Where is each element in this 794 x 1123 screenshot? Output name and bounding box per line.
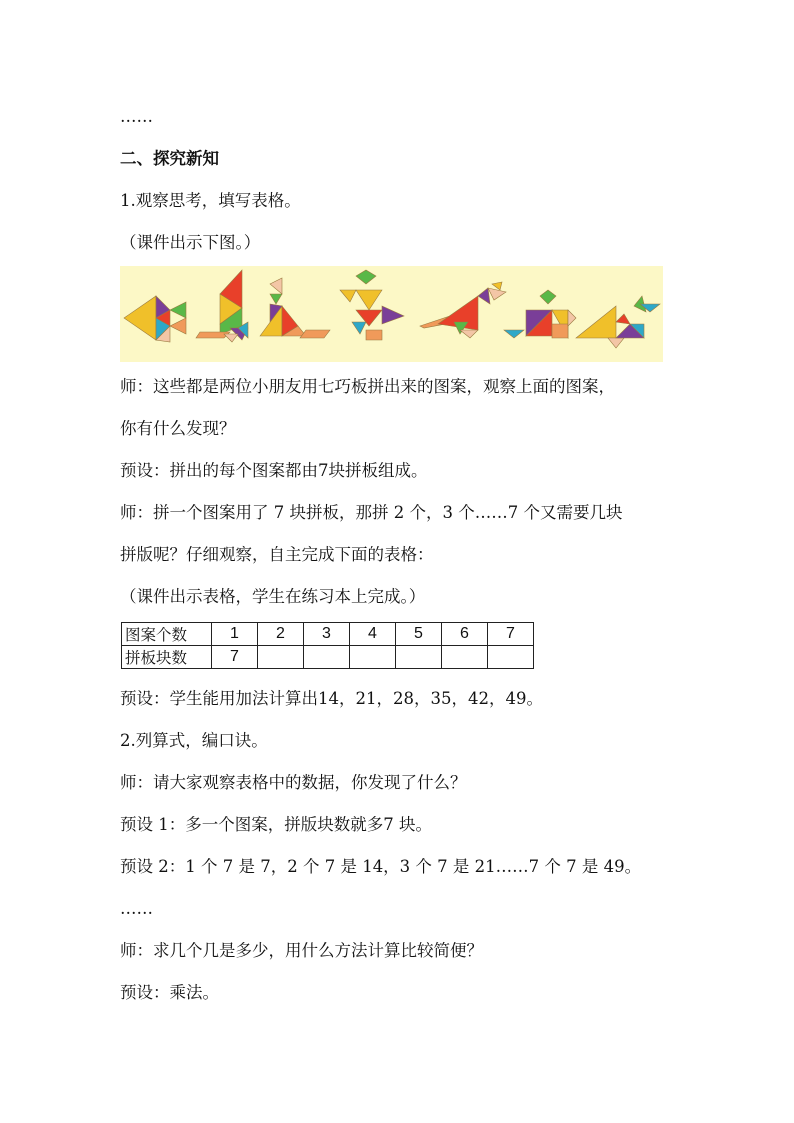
table-cell: 4	[350, 623, 396, 646]
tangram-runner	[420, 282, 506, 338]
teacher-question-2b: 拼版呢？仔细观察，自主完成下面的表格：	[120, 545, 434, 564]
tangram-tall-bird	[196, 270, 248, 342]
table-row	[122, 623, 534, 646]
table-cell	[396, 646, 442, 669]
table-cell	[442, 646, 488, 669]
row-label-pieces: 拼板块数	[122, 646, 212, 669]
tangram-swan	[576, 296, 660, 348]
step-1-title: 1.观察思考，填写表格。	[120, 191, 301, 210]
row-label-patterns: 图案个数	[122, 623, 212, 646]
tangram-figure	[120, 266, 663, 362]
table-cell: 2	[258, 623, 304, 646]
table-cell	[350, 646, 396, 669]
tangram-dancer	[340, 270, 404, 340]
table-cell: 5	[396, 623, 442, 646]
ellipsis-bottom: ……	[120, 899, 153, 918]
teacher-question-1a: 师：这些都是两位小朋友用七巧板拼出来的图案，观察上面的图案，	[120, 377, 615, 396]
preset-answer-4: 预设 2：1 个 7 是 7，2 个 7 是 14，3 个 7 是 21……7 个 7 是 49。	[120, 857, 642, 876]
note-show-table: （课件出示表格，学生在练习本上完成。）	[120, 587, 426, 606]
table-cell: 6	[442, 623, 488, 646]
table-cell	[304, 646, 350, 669]
teacher-question-4: 师：求几个几是多少，用什么方法计算比较简便？	[120, 941, 483, 960]
ellipsis-top: ……	[120, 107, 153, 126]
table-cell: 7	[212, 646, 258, 669]
preset-answer-5: 预设：乘法。	[120, 983, 219, 1002]
table-cell: 3	[304, 623, 350, 646]
section-heading: 二、探究新知	[120, 149, 219, 168]
tangram-kneeling	[504, 290, 576, 338]
teacher-question-1b: 你有什么发现？	[120, 419, 236, 438]
table-cell: 7	[488, 623, 534, 646]
tangram-illustration	[120, 266, 663, 362]
count-table	[121, 622, 534, 669]
tangram-fish	[124, 296, 186, 342]
tangram-cat	[260, 278, 330, 338]
table-cell	[258, 646, 304, 669]
preset-answer-3: 预设 1：多一个图案，拼版块数就多7 块。	[120, 815, 432, 834]
table-row	[122, 646, 534, 669]
teacher-question-2a: 师：拼一个图案用了 7 块拼板，那拼 2 个，3 个……7 个又需要几块	[120, 503, 623, 522]
table-cell	[488, 646, 534, 669]
teacher-question-3: 师：请大家观察表格中的数据，你发现了什么？	[120, 773, 467, 792]
note-show-figure: （课件出示下图。）	[120, 233, 261, 252]
table-cell: 1	[212, 623, 258, 646]
preset-answer-2: 预设：学生能用加法计算出14，21，28，35，42，49。	[120, 689, 543, 708]
step-2-title: 2.列算式，编口诀。	[120, 731, 268, 750]
preset-answer-1: 预设：拼出的每个图案都由7块拼板组成。	[120, 461, 428, 480]
